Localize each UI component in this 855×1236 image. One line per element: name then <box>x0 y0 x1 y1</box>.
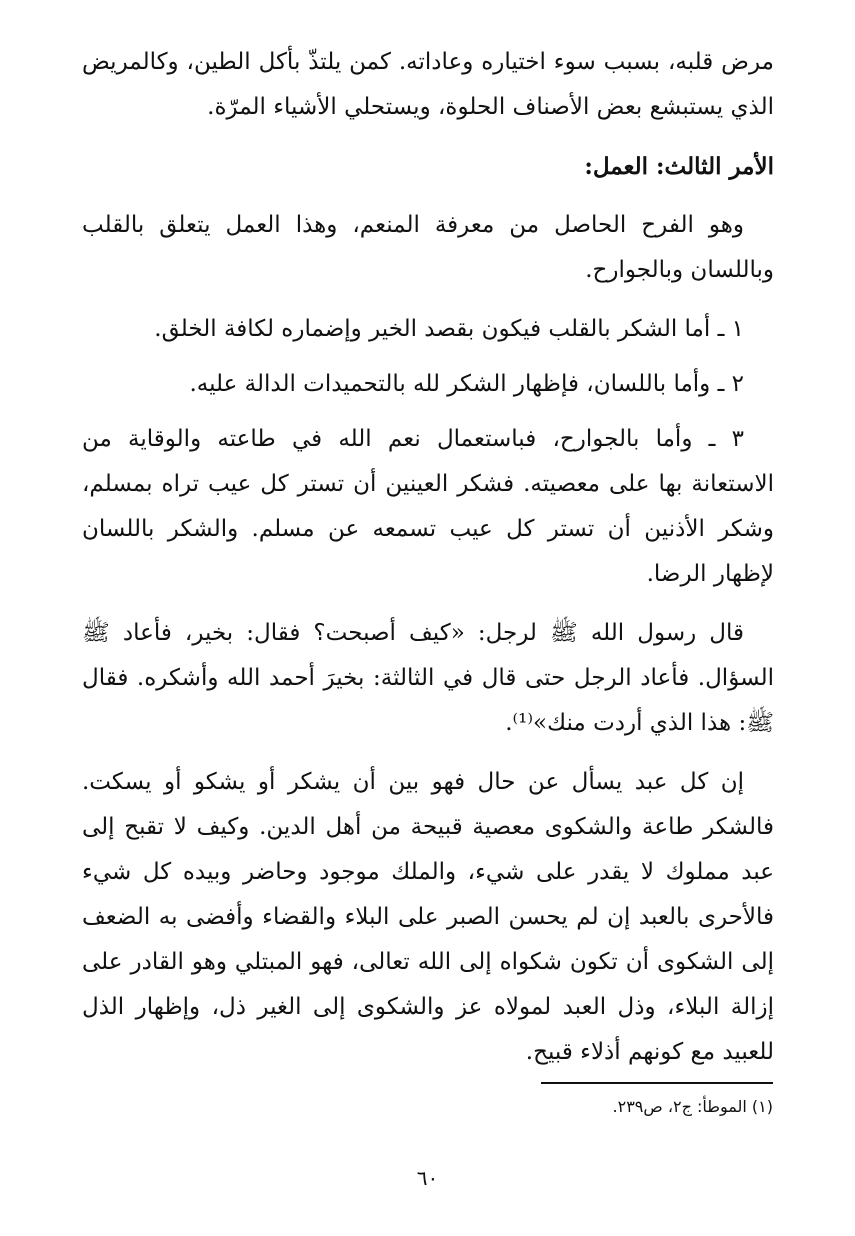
footnote: (١) الموطأ: ج٢، ص٢٣٩. <box>612 1097 773 1116</box>
section-heading: الأمر الثالث: العمل: <box>584 153 774 180</box>
paragraph-4: إن كل عبد يسأل عن حال فهو بين أن يشكر أو يشكو أو يسكت. فالشكر طاعة والشكوى معصية قبيحة من أهل الدين. وكيف لا تقبح إلى عبد مملوك لا يقدر على شيء، والملك موجود وحاضر وبيده كل شيء فالأحرى بالعبد إن لم يحسن الصبر على البلاء والقضاء وأفضى به الضعف إلى الشكوى أن تكون شكواه إلى الله تعالى، فهو المبتلي وهو القادر على إزالة البلاء، وذل العبد لمولاه عز والشكوى إلى الغير ذل، وإظهار الذل للعبيد مع كونهم أذلاء قبيح. <box>82 769 774 1065</box>
page-body <box>82 40 774 1089</box>
list-item-3: ٣ ـ وأما بالجوارح، فباستعمال نعم الله في طاعته والوقاية من الاستعانة بها على معصيته. فشكر العينين أن تستر كل عيب تراه بمسلم، وشكر الأذنين أن تستر كل عيب تسمعه عن مسلم. والشكر باللسان لإظهار الرضا. <box>82 426 774 587</box>
list-item-1: ١ ـ أما الشكر بالقلب فيكون بقصد الخير وإضماره لكافة الخلق. <box>154 316 744 342</box>
page-number: ٦٠ <box>416 1166 439 1190</box>
footnote-divider <box>541 1082 773 1084</box>
paragraph-1: مرض قلبه، بسبب سوء اختياره وعاداته. كمن يلتذّ بأكل الطين، وكالمريض الذي يستبشع بعض الأصناف الحلوة، ويستحلي الأشياء المرّة. <box>82 49 774 120</box>
list-item-2: ٢ ـ وأما باللسان، فإظهار الشكر لله بالتحميدات الدالة عليه. <box>189 371 744 397</box>
paragraph-hadith: قال رسول الله ﷺ لرجل: «كيف أصبحت؟ فقال: بخير، فأعاد ﷺ السؤال. فأعاد الرجل حتى قال في الثالثة: بخيرَ أحمد الله وأشكره. فقال ﷺ: هذا الذي أردت منك»⁽¹⁾. <box>82 620 774 736</box>
paragraph-2: وهو الفرح الحاصل من معرفة المنعم، وهذا العمل يتعلق بالقلب وباللسان وبالجوارح. <box>82 212 774 283</box>
